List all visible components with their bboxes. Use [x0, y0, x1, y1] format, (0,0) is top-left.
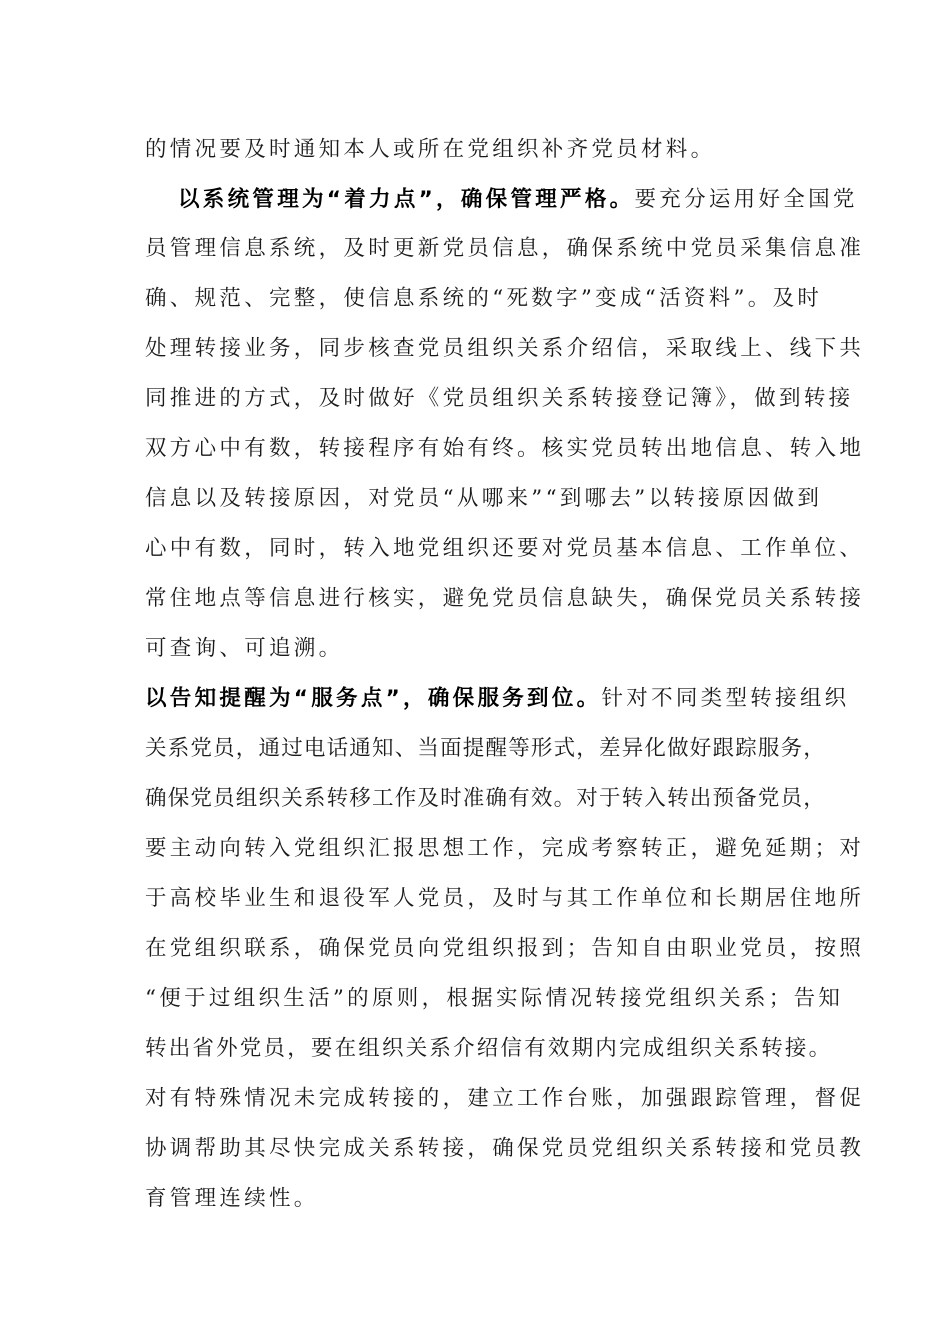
text-line: 处理转接业务，同步核查党员组织关系介绍信，采取线上、线下共	[145, 336, 865, 361]
text-line: 育管理连续性。	[145, 1186, 319, 1211]
paragraph-heading-line: 以系统管理为“着力点”，确保管理严格。要充分运用好全国党	[178, 187, 858, 212]
text-line: 信息以及转接原因，对党员“从哪来”“到哪去”以转接原因做到	[145, 486, 823, 511]
text-line: 双方心中有数，转接程序有始有终。核实党员转出地信息、转入地	[145, 436, 865, 461]
text-line: 常住地点等信息进行核实，避免党员信息缺失，确保党员关系转接	[145, 586, 865, 611]
text-line: 关系党员，通过电话通知、当面提醒等形式，差异化做好跟踪服务，	[145, 736, 827, 761]
section-heading-notification-reminder: 以告知提醒为“服务点”，确保服务到位。	[145, 686, 602, 711]
section-heading-system-management: 以系统管理为“着力点”，确保管理严格。	[178, 187, 635, 212]
text-line: 转出省外党员，要在组织关系介绍信有效期内完成组织关系转接。	[145, 1036, 833, 1061]
paragraph-heading-line: 以告知提醒为“服务点”，确保服务到位。针对不同类型转接组织	[145, 686, 850, 711]
text-line: 在党组织联系，确保党员向党组织报到；告知自由职业党员，按照	[145, 936, 865, 961]
text-line: “便于过组织生活”的原则，根据实际情况转接党组织关系；告知	[145, 986, 844, 1011]
text-line: 于高校毕业生和退役军人党员，及时与其工作单位和长期居住地所	[145, 886, 865, 911]
text-line: 要主动向转入党组织汇报思想工作，完成考察转正，避免延期；对	[145, 836, 865, 861]
text-line: 同推进的方式，及时做好《党员组织关系转接登记簿》，做到转接	[145, 386, 854, 411]
text-line: 员管理信息系统，及时更新党员信息，确保系统中党员采集信息准	[145, 236, 865, 261]
text-line: 可查询、可追溯。	[145, 636, 344, 661]
text-line: 心中有数，同时，转入地党组织还要对党员基本信息、工作单位、	[145, 536, 865, 561]
text-line: 对有特殊情况未完成转接的，建立工作台账，加强跟踪管理，督促	[145, 1086, 865, 1111]
text-line: 协调帮助其尽快完成关系转接，确保党员党组织关系转接和党员教	[145, 1136, 865, 1161]
text-line: 的情况要及时通知本人或所在党组织补齐党员材料。	[145, 137, 716, 162]
text-line: 确、规范、完整，使信息系统的“死数字”变成“活资料”。及时	[145, 286, 823, 311]
text-line: 确保党员组织关系转移工作及时准确有效。对于转入转出预备党员，	[145, 786, 827, 811]
